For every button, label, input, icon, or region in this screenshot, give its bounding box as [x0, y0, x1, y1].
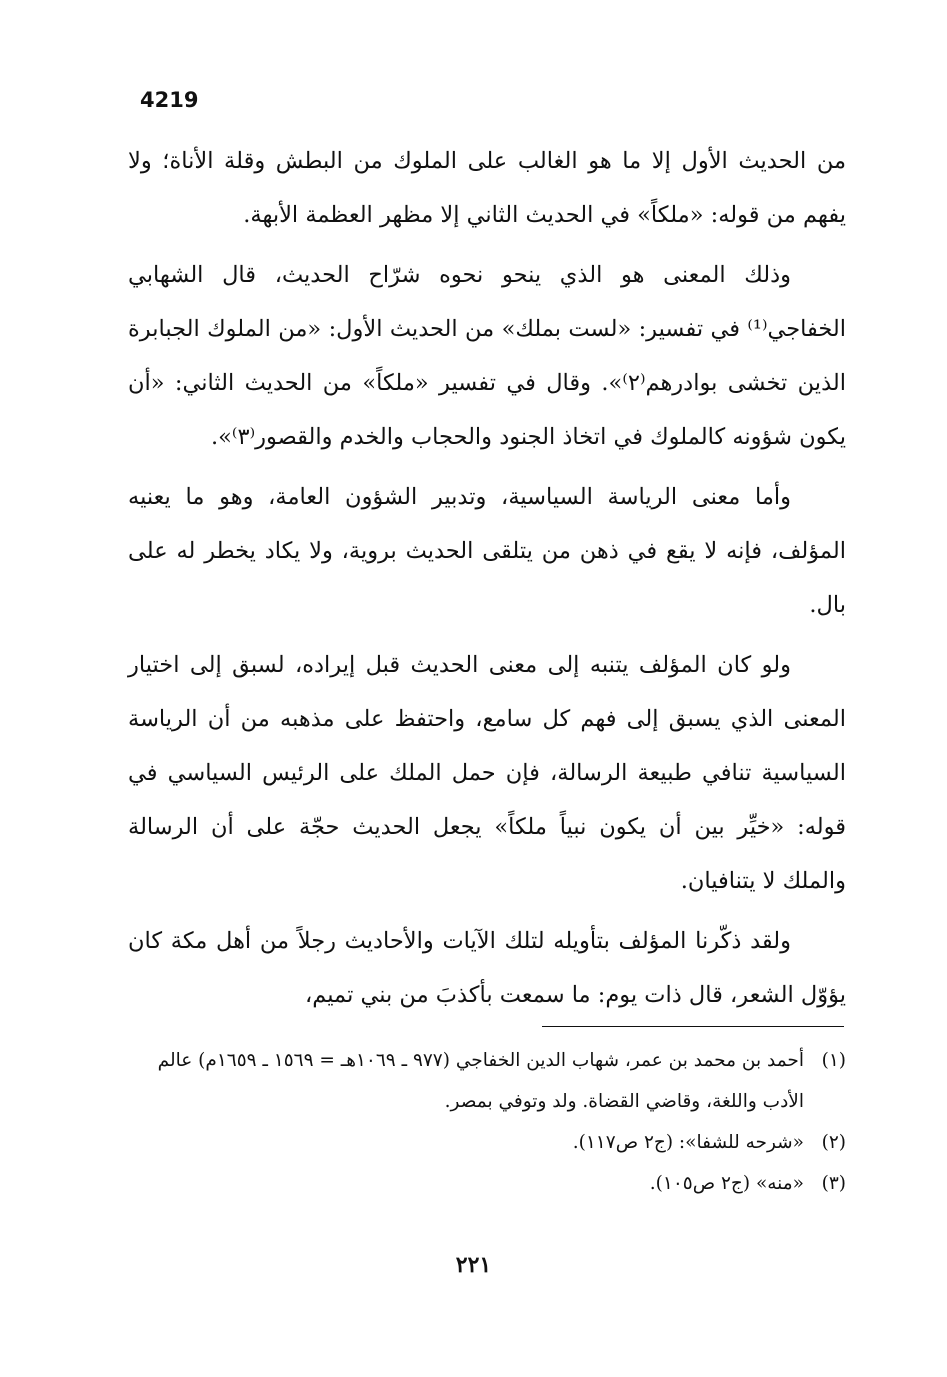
paragraph-4: ولو كان المؤلف يتنبه إلى معنى الحديث قبل إيراده، لسبق إلى اختيار المعنى الذي يسبق إلى فهم كل سامع، واحتفظ على مذهبه من أن الرياسة السياسية تنافي طبيعة الرسالة، فإن حمل الملك على الرئيس السياسي في قوله: «خيِّر بين أن يكون نبياً ملكاً» يجعل الحديث حجّة على أن الرسالة والملك لا يتنافيان. [128, 652, 846, 894]
footnote-3 [128, 1163, 846, 1204]
paragraph-5: ولقد ذكّرنا المؤلف بتأويله لتلك الآيات والأحاديث رجلاً من أهل مكة كان يؤوّل الشعر، قال ذات يوم: ما سمعت بأكذبَ من بني تميم، [128, 928, 846, 1008]
footnote-1 [128, 1040, 846, 1122]
footnote-number: (٢) [821, 1132, 846, 1153]
paragraph-1: من الحديث الأول إلا ما هو الغالب على الملوك من البطش وقلة الأناة؛ ولا يفهم من قوله: «ملكاً» في الحديث الثاني إلا مظهر العظمة الأبهة. [128, 148, 846, 228]
footnote-2 [128, 1122, 846, 1163]
paragraph-2: وذلك المعنى هو الذي ينحو نحوه شرّاح الحديث، قال الشهابي الخفاجي⁽¹⁾ في تفسير: «لست بملك» من الحديث الأول: «من الملوك الجبابرة الذين تخشى بوادرهم⁽٢⁾». وقال في تفسير «ملكاً» من الحديث الثاني: «أن يكون شؤونه كالملوك في اتخاذ الجنود والحجاب والخدم والقصور⁽٣⁾». [128, 262, 846, 450]
footnote-text: «شرحه للشفا»: (ج٢ ص١١٧). [572, 1132, 804, 1153]
footnote-number: (١) [821, 1050, 846, 1071]
footnote-divider [542, 1026, 844, 1027]
footnote-text: «منه» (ج٢ ص١٠٥). [649, 1173, 804, 1194]
paragraph-3: وأما معنى الرياسة السياسية، وتدبير الشؤون العامة، وهو ما يعنيه المؤلف، فإنه لا يقع في ذهن من يتلقى الحديث بروية، ولا يكاد يخطر له على بال. [128, 484, 846, 618]
footnotes [128, 1040, 846, 1204]
footnote-text: أحمد بن محمد بن عمر، شهاب الدين الخفاجي (٩٧٧ ـ ١٠٦٩هـ = ١٥٦٩ ـ ١٦٥٩م) عالم الأدب واللغة، وقاضي القضاة. ولد وتوفي بمصر. [157, 1050, 804, 1112]
footnote-number: (٣) [821, 1173, 846, 1194]
page-number-top: 4219 [140, 88, 199, 112]
page-number-bottom: ٢٢١ [455, 1252, 492, 1278]
main-text [128, 134, 846, 1028]
